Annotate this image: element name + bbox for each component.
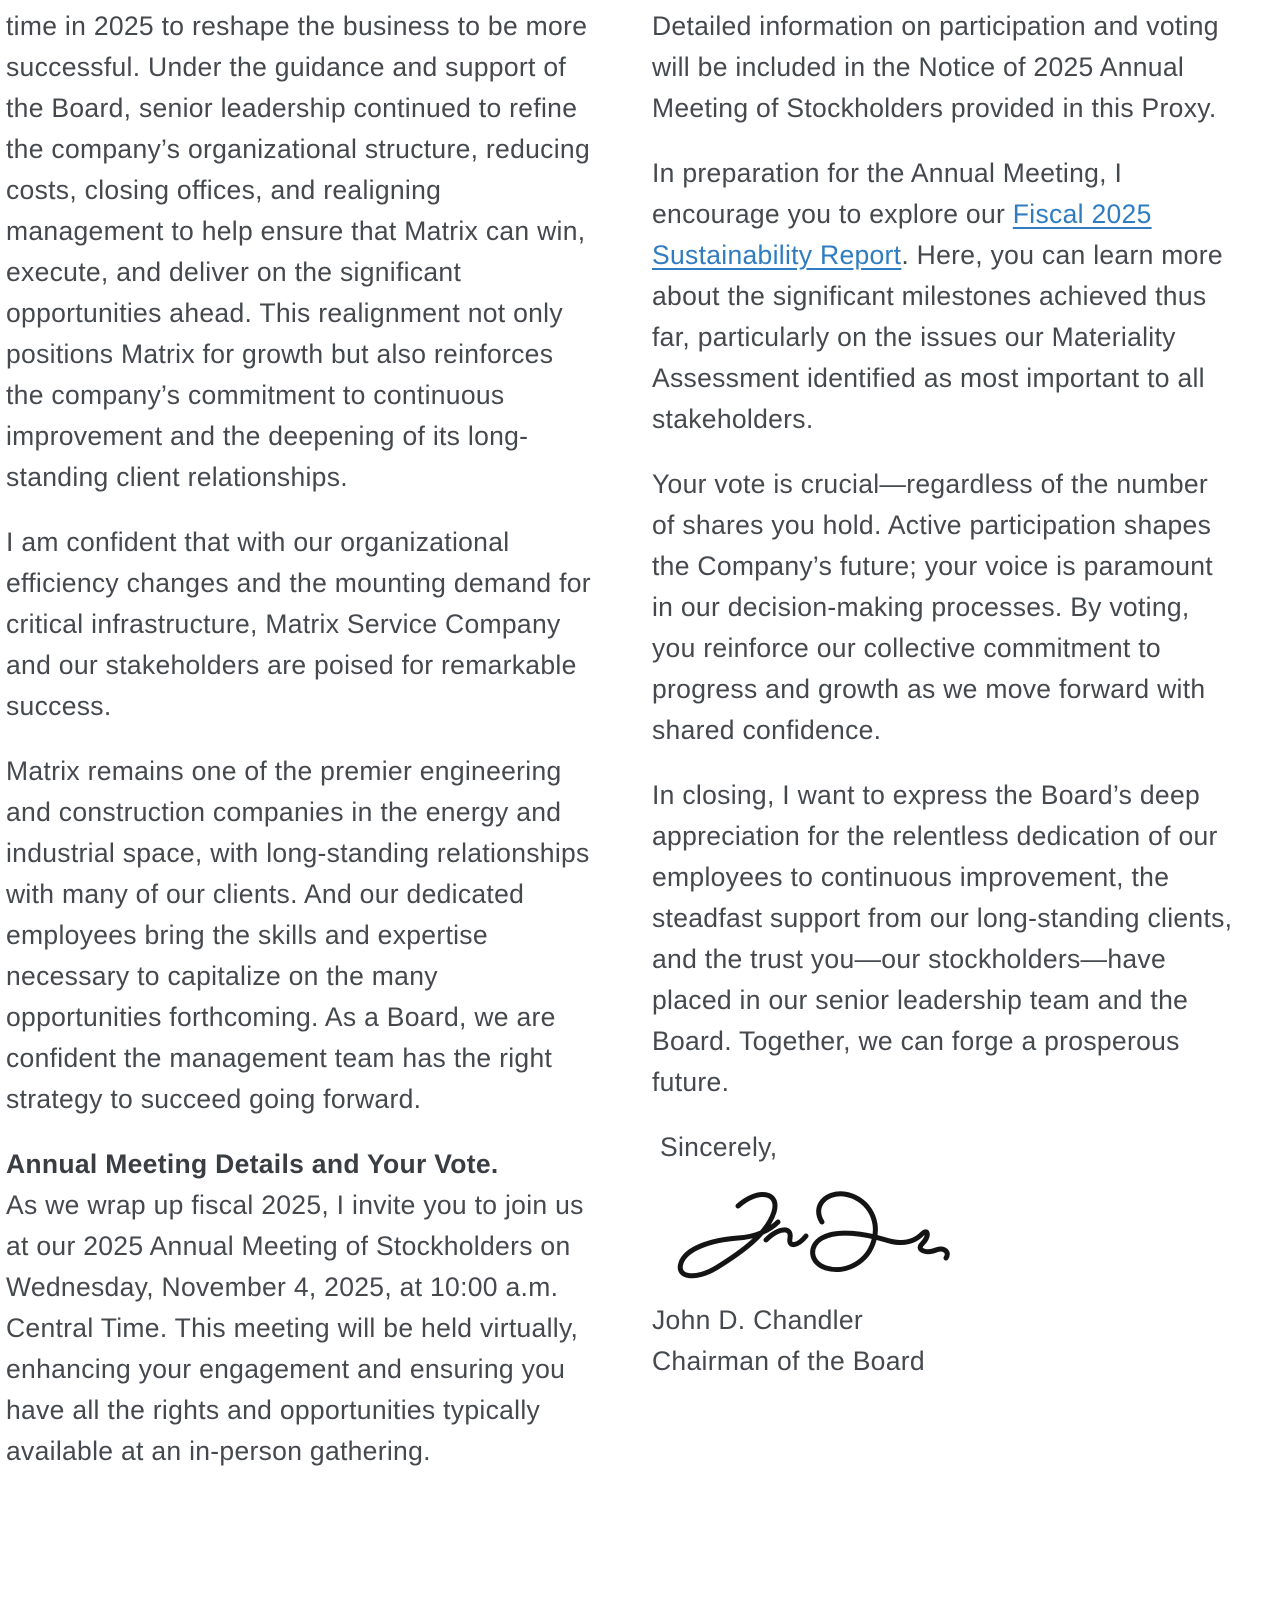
paragraph-sustainability-after: . Here, you can learn more about the significant milestones achieved thus far, particularly on the issues our Materiality Assessment identified as most important to all stakeholders. bbox=[652, 240, 1223, 434]
paragraph-sustainability-before: In preparation for the Annual Meeting, I encourage you to explore our bbox=[652, 158, 1123, 229]
signatory-block bbox=[652, 1300, 1238, 1382]
signatory-title: Chairman of the Board bbox=[652, 1346, 925, 1376]
signature bbox=[652, 1174, 1238, 1300]
signatory-name: John D. Chandler bbox=[652, 1305, 864, 1335]
closing-sincerely: Sincerely, bbox=[660, 1132, 778, 1162]
paragraph-annual-meeting-text: As we wrap up fiscal 2025, I invite you to join us at our 2025 Annual Meeting of Stockholders on Wednesday, November 4, 2025, at 10:00 a.m. Central Time. This meeting will be held virtually, enhancing your engagement and ensuring you have all the rights and opportunities typically available at an in-person gathering. bbox=[6, 1190, 584, 1466]
paragraph-sustainability bbox=[652, 153, 1238, 440]
paragraph-vote-crucial: Your vote is crucial—regardless of the number of shares you hold. Active participation shapes the Company’s future; your voice is paramount in our decision-making processes. By voting, you reinforce our collective commitment to progress and growth as we move forward with shared confidence. bbox=[652, 469, 1213, 745]
right-column bbox=[652, 6, 1238, 1496]
sustainability-report-link[interactable]: Fiscal 2025 Sustainability Report bbox=[652, 199, 1152, 270]
signature-icon bbox=[654, 1180, 954, 1290]
paragraph-annual-meeting bbox=[6, 1144, 592, 1472]
paragraph-closing-appreciation: In closing, I want to express the Board’s deep appreciation for the relentless dedication of our employees to continuous improvement, the steadfast support from our long-standing clients, and the trust you—our stockholders—have placed in our senior leadership team and the Board. Together, we can forge a prosperous future. bbox=[652, 780, 1233, 1097]
paragraph-confidence: I am confident that with our organizational efficiency changes and the mounting demand for critical infrastructure, Matrix Service Company and our stakeholders are poised for remarkable success. bbox=[6, 527, 591, 721]
paragraph-premier-company: Matrix remains one of the premier engineering and construction companies in the energy and industrial space, with long-standing relationships with many of our clients. And our dedicated employees bring the skills and expertise necessary to capitalize on the many opportunities forthcoming. As a Board, we are confident the management team has the right strategy to succeed going forward. bbox=[6, 756, 590, 1114]
paragraph-participation-info: Detailed information on participation and voting will be included in the Notice of 2025 Annual Meeting of Stockholders provided in this Proxy. bbox=[652, 11, 1219, 123]
paragraph-business-reshape: time in 2025 to reshape the business to be more successful. Under the guidance and support of the Board, senior leadership continued to refine the company’s organizational structure, reducing costs, closing offices, and realigning management to help ensure that Matrix can win, execute, and deliver on the significant opportunities ahead. This realignment not only positions Matrix for growth but also reinforces the company’s commitment to continuous improvement and the deepening of its long-standing client relationships. bbox=[6, 11, 590, 492]
section-heading-annual-meeting: Annual Meeting Details and Your Vote. bbox=[6, 1149, 499, 1179]
left-column bbox=[6, 6, 592, 1496]
